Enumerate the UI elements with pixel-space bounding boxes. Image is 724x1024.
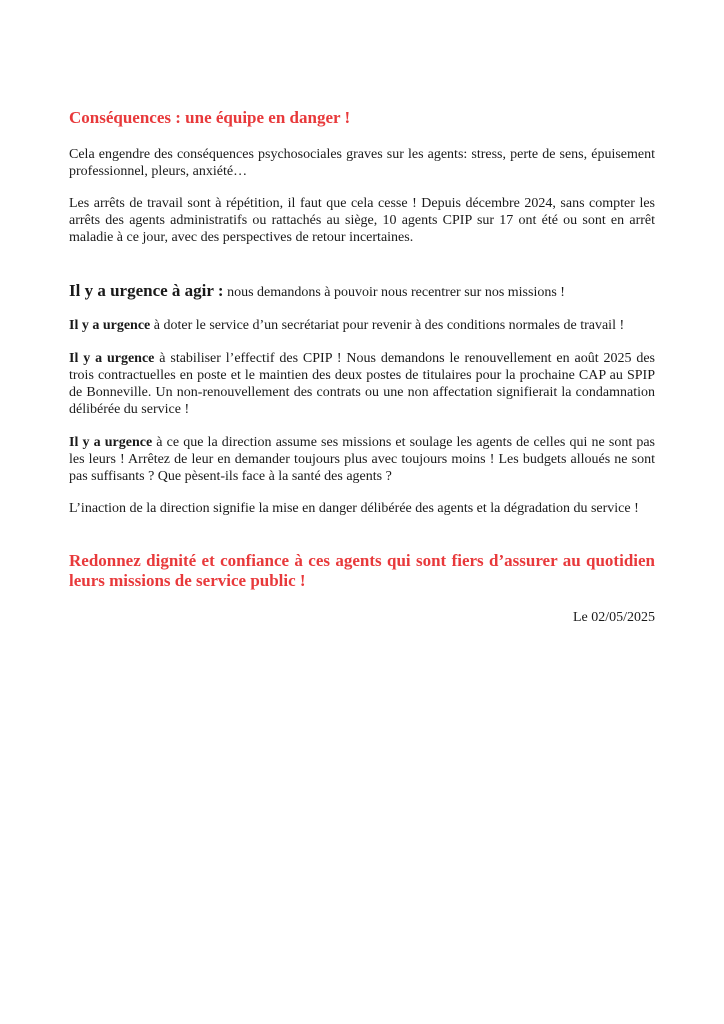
urgence-heading-bold: Il y a urgence à agir : <box>69 281 224 300</box>
paragraph-arrets: Les arrêts de travail sont à répétition, il faut que cela cesse ! Depuis décembre 2024, sans compter les arrêts des agents administratifs ou rattachés au siège, 10 agents CPIP sur 17 ont été ou sont en arrêt maladie à ce jour, avec des perspectives de retour incertaines. <box>69 196 655 245</box>
urgence-item-text: à doter le service d’un secrétariat pour revenir à des conditions normales de travail ! <box>150 318 625 333</box>
urgence-item-effectif <box>69 350 655 418</box>
urgence-label: Il y a urgence <box>69 435 153 450</box>
document-date: Le 02/05/2025 <box>572 610 655 625</box>
urgence-heading-text: nous demandons à pouvoir nous recentrer sur nos missions ! <box>223 285 565 300</box>
urgence-label: Il y a urgence <box>69 351 155 366</box>
urgence-item-text: à stabiliser l’effectif des CPIP ! Nous demandons le renouvellement en août 2025 des trois contractuelles en poste et le maintien des deux postes de titulaires pour la prochaine CAP au SPIP de Bonneville. Un non-renouvellement des contrats ou une non affectation signifierait la condamnation délibérée du service ! <box>69 351 656 417</box>
paragraph-consequences: Cela engendre des conséquences psychosociales graves sur les agents: stress, perte de sens, épuisement professionnel, pleurs, anxiété… <box>69 147 655 179</box>
urgence-heading <box>69 281 565 303</box>
closing-statement: Redonnez dignité et confiance à ces agents qui sont fiers d’assurer au quotidien leurs missions de service public ! <box>69 551 655 590</box>
paragraph-inaction: L’inaction de la direction signifie la mise en danger délibérée des agents et la dégradation du service ! <box>69 501 639 516</box>
urgence-label: Il y a urgence <box>69 318 151 333</box>
urgence-item-secretariat <box>69 317 655 334</box>
section-heading: Conséquences : une équipe en danger ! <box>69 108 351 127</box>
urgence-item-text: à ce que la direction assume ses missions et soulage les agents de celles qui ne sont pas les leurs ! Arrêtez de leur en demander toujours plus avec toujours moins ! Les budgets alloués ne sont pas suffisants ? Que pèsent-ils face à la santé des agents ? <box>69 435 655 484</box>
urgence-item-direction <box>69 434 655 485</box>
